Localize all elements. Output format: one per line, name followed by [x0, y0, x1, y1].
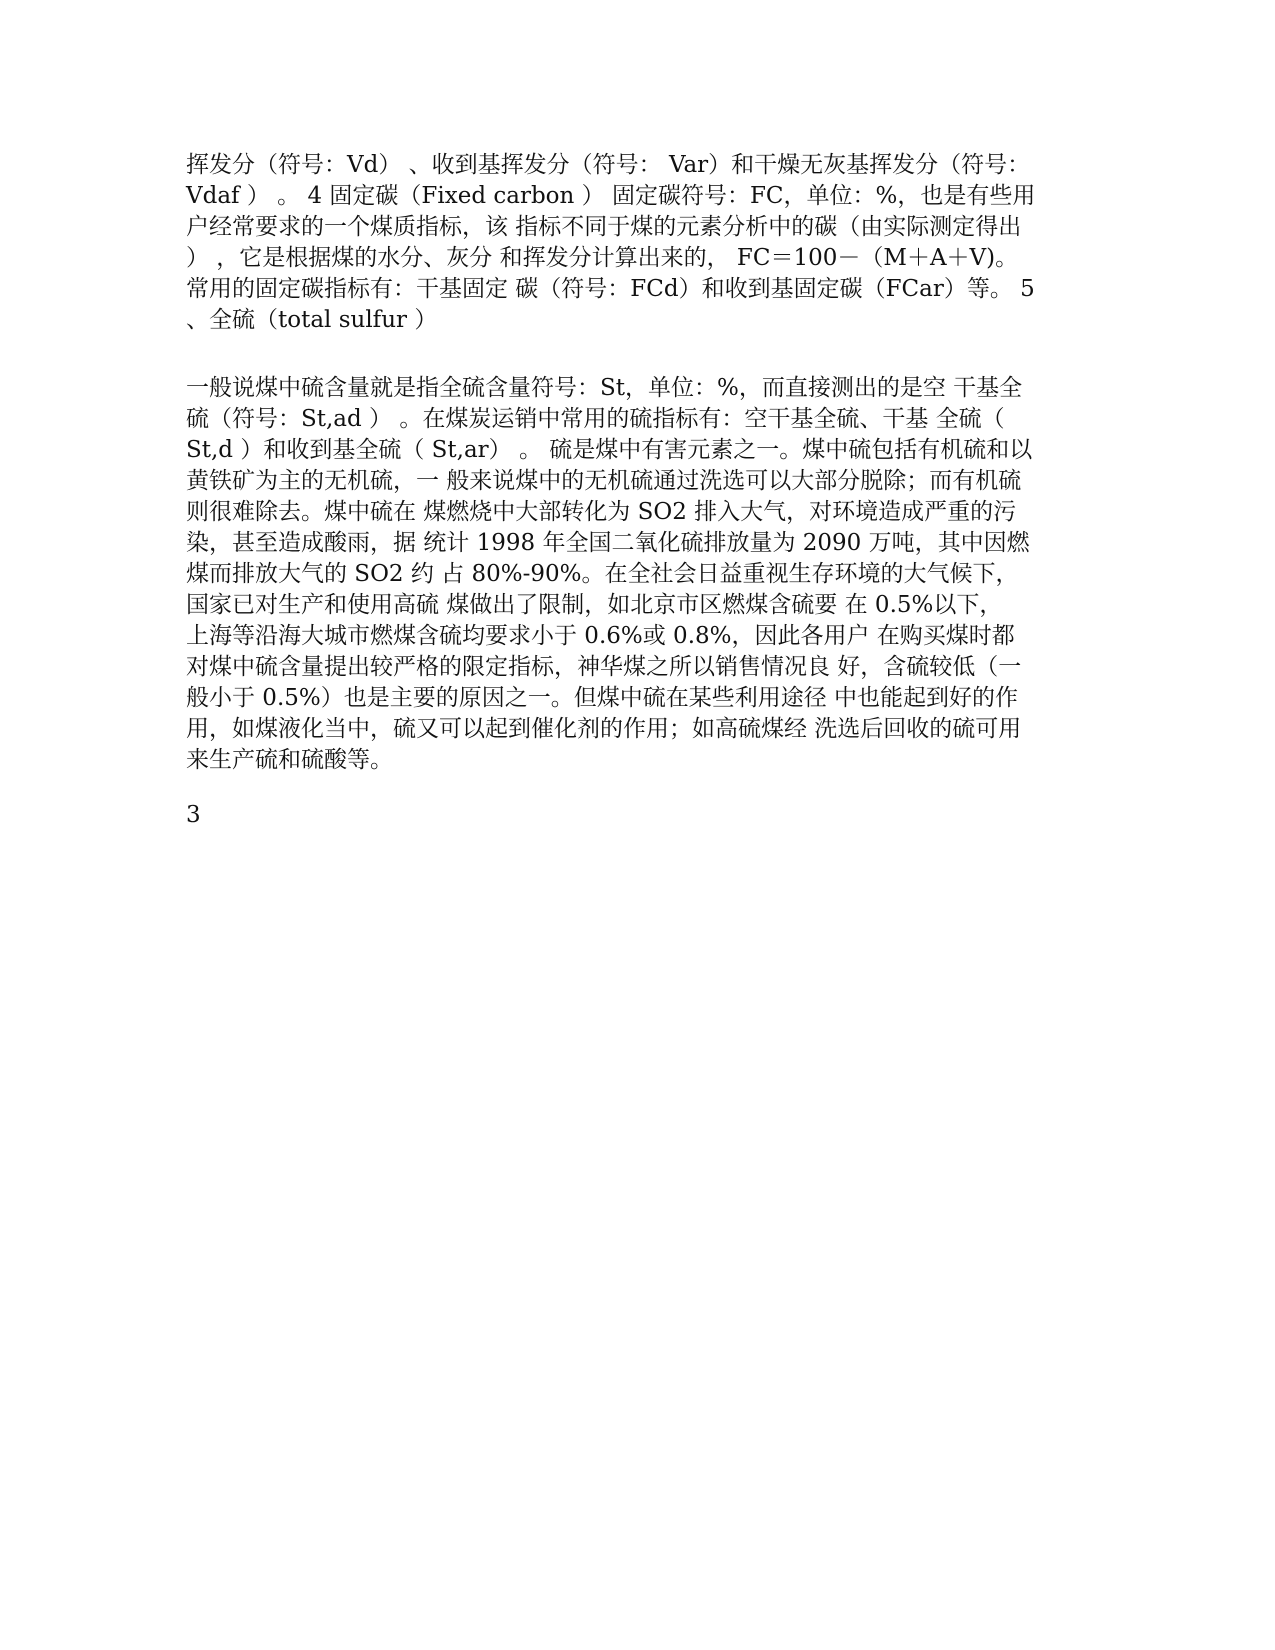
text-line: 用，如煤液化当中，硫又可以起到催化剂的作用；如高硫煤经 洗选后回收的硫可用 — [186, 716, 1022, 742]
text-line: 上海等沿海大城市燃煤含硫均要求小于 0.6%或 0.8%，因此各用户 在购买煤时都 — [186, 623, 1015, 649]
text-line: Vdaf ） 。 4 固定碳（Fixed carbon ） 固定碳符号：FC，单位：%，也是有些用 — [186, 183, 1036, 209]
text-line: 来生产硫和硫酸等。 — [186, 747, 393, 773]
text-line: 黄铁矿为主的无机硫，一 般来说煤中的无机硫通过洗选可以大部分脱除；而有机硫 — [186, 468, 1022, 494]
text-line: 国家已对生产和使用高硫 煤做出了限制，如北京市区燃煤含硫要 在 0.5%以下， — [186, 592, 1003, 618]
text-line: 、全硫（total sulfur ） — [186, 307, 438, 333]
text-line: 煤而排放大气的 SO2 约 占 80%-90%。在全社会日益重视生存环境的大气候下， — [186, 561, 1019, 587]
text-line: 常用的固定碳指标有：干基固定 碳（符号：FCd）和收到基固定碳（FCar）等。 5 — [186, 276, 1035, 302]
text-line: ） ，它是根据煤的水分、灰分 和挥发分计算出来的， FC＝100－（M＋A＋V)。 — [186, 245, 1019, 271]
text-line: 户经常要求的一个煤质指标，该 指标不同于煤的元素分析中的碳（由实际测定得出 — [186, 214, 1022, 240]
text-line: 硫（符号：St,ad ） 。在煤炭运销中常用的硫指标有：空干基全硫、干基 全硫（ — [186, 406, 1005, 432]
text-line: 一般说煤中硫含量就是指全硫含量符号：St，单位：%，而直接测出的是空 干基全 — [186, 375, 1023, 401]
text-line: St,d ）和收到基全硫（ St,ar） 。 硫是煤中有害元素之一。煤中硫包括有机硫和以 — [186, 437, 1033, 463]
text-line: 挥发分（符号：Vd） 、收到基挥发分（符号： Var）和干燥无灰基挥发分（符号： — [186, 152, 1031, 178]
paragraph-fixed-carbon — [186, 150, 1101, 336]
paragraph-total-sulfur — [186, 373, 1101, 776]
text-line: 对煤中硫含量提出较严格的限定指标，神华煤之所以销售情况良 好，含硫较低（一 — [186, 654, 1022, 680]
text-line: 染，甚至造成酸雨，据 统计 1998 年全国二氧化硫排放量为 2090 万吨，其中因燃 — [186, 530, 1030, 556]
page-number: 3 — [186, 802, 201, 828]
text-line: 则很难除去。煤中硫在 煤燃烧中大部转化为 SO2 排入大气，对环境造成严重的污 — [186, 499, 1017, 525]
text-line: 般小于 0.5%）也是主要的原因之一。但煤中硫在某些利用途径 中也能起到好的作 — [186, 685, 1019, 711]
